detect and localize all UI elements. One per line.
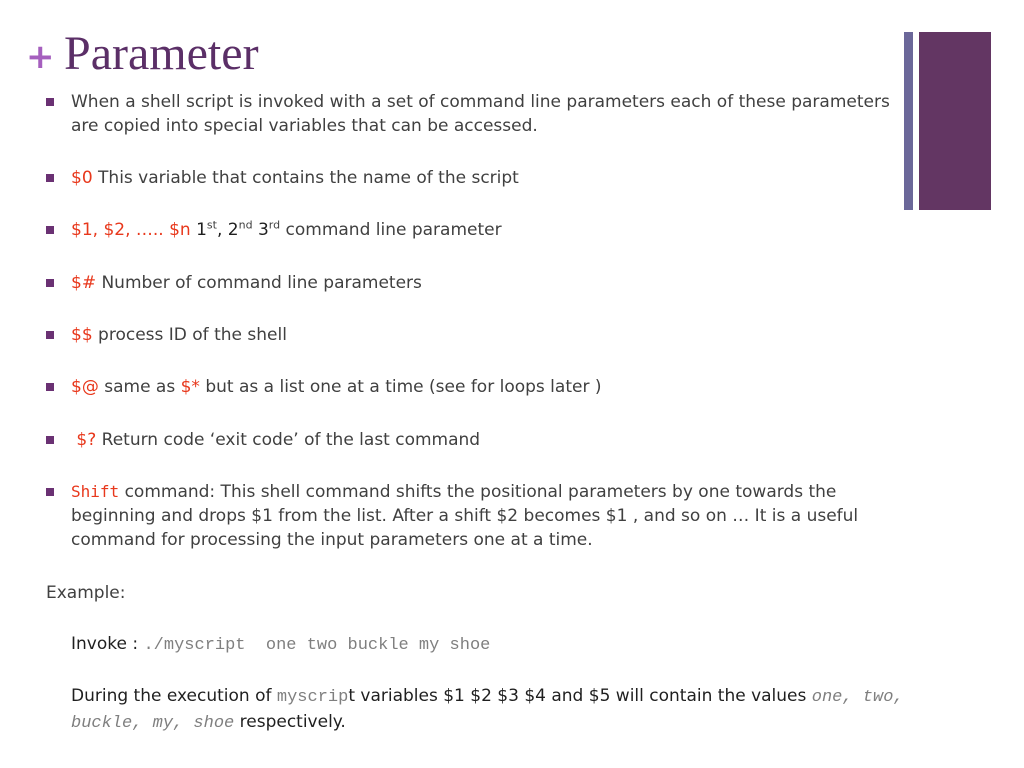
bullet-question <box>46 428 906 452</box>
var-at-desc: but as a list one at a time (see for loops later ) <box>199 377 602 397</box>
var-star: $* <box>180 377 200 397</box>
execution-script-name: myscrip <box>276 688 349 707</box>
bullet-square-icon <box>46 383 54 391</box>
bullet-square-icon <box>46 174 54 182</box>
execution-note-mid: t variables $1 $2 $3 $4 and $5 will contain the values <box>348 686 812 706</box>
slide-title: Parameter <box>64 27 259 80</box>
execution-note-pre: During the execution of <box>71 686 277 706</box>
bullet-intro-text: When a shell script is invoked with a set of command line parameters each of these parameters are copied into special variables that can be accessed. <box>71 92 890 136</box>
var-positional-desc: command line parameter <box>280 220 502 240</box>
invoke-command: ./myscript one two buckle my shoe <box>143 636 491 655</box>
var-dollar: $$ <box>71 325 93 345</box>
bullet-square-icon <box>46 226 54 234</box>
var-dollar-desc: process ID of the shell <box>92 325 287 345</box>
ordinal-1: 1 <box>190 220 207 240</box>
bullet-square-icon <box>46 279 54 287</box>
bullet-zero <box>46 166 906 190</box>
var-zero-desc: This variable that contains the name of the script <box>92 168 519 188</box>
var-hash: $# <box>71 273 97 293</box>
var-question-desc: Return code ‘exit code’ of the last command <box>96 430 481 450</box>
bullet-dollar <box>46 323 906 347</box>
bullet-square-icon <box>46 436 54 444</box>
shift-desc: command: This shell command shifts the positional parameters by one towards the beginning and drops $1 from the list. After a shift $2 becomes $1 , and so on … It is a useful command for processing the input parameters one at a time. <box>71 482 859 550</box>
bullet-at <box>46 375 906 399</box>
var-question: $? <box>71 430 97 450</box>
bullet-square-icon <box>46 98 54 106</box>
bullet-shift <box>46 480 906 552</box>
var-at: $@ <box>71 377 99 397</box>
ordinal-2: , 2 <box>216 220 239 240</box>
execution-note-post: respectively. <box>234 712 346 732</box>
ordinal-3-sup: rd <box>268 218 281 232</box>
var-hash-desc: Number of command line parameters <box>96 273 422 293</box>
bullet-intro <box>46 90 906 138</box>
shift-command: Shift <box>71 482 120 501</box>
ordinal-2-sup: nd <box>238 218 253 232</box>
var-zero: $0 <box>71 168 93 188</box>
plus-icon: + <box>26 37 55 77</box>
example-label: Example: <box>46 583 126 603</box>
execution-note <box>71 684 911 736</box>
var-positional: $1, $2, ….. $n <box>71 220 191 240</box>
execution-values: one, two, buckle, my, shoe <box>71 688 904 733</box>
ordinal-3: 3 <box>252 220 269 240</box>
invoke-label: Invoke : <box>71 634 144 654</box>
var-at-mid: same as <box>98 377 181 397</box>
invoke-line <box>71 632 490 658</box>
ordinal-1-sup: st <box>206 218 217 232</box>
bullet-positional <box>46 218 906 242</box>
bullet-square-icon <box>46 488 54 496</box>
bullet-square-icon <box>46 331 54 339</box>
bullet-hash <box>46 271 906 295</box>
